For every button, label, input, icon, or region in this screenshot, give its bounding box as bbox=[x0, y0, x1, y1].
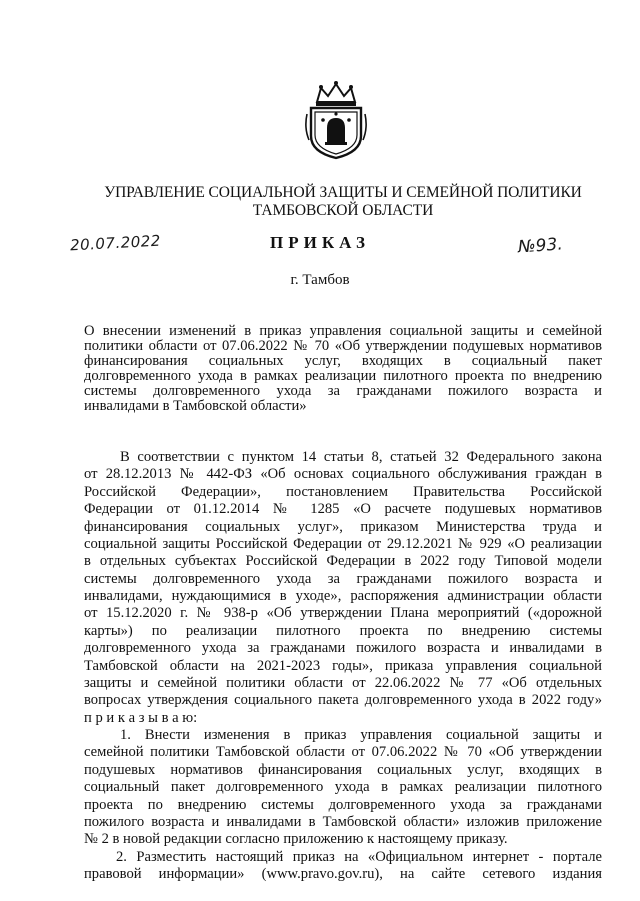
subject-line: О внесении изменений в приказ управления социальной защиты и семейной bbox=[84, 323, 602, 339]
body-line: правовой информации» (www.pravo.gov.ru), на сайте сетевого издания bbox=[84, 866, 602, 882]
body-line: системы долговременного ухода за гражданами пожилого возраста и bbox=[84, 571, 602, 587]
body-line: долговременного ухода за гражданами пожилого возраста и инвалидами в bbox=[84, 640, 602, 656]
body-line: карты») по реализации пилотного проекта по внедрению системы bbox=[84, 623, 602, 639]
body-line: Российской Федерации», постановлением Правительства Российской bbox=[84, 484, 602, 500]
tambov-coat-of-arms-icon bbox=[303, 80, 369, 160]
body-line: социальный пакет долговременного ухода в рамках реализации пилотного bbox=[84, 779, 602, 795]
body-line: Тамбовской области на 2021-2023 годы», приказа управления социальной bbox=[84, 658, 602, 674]
body-line: проекта по внедрению системы долговременного ухода за гражданами bbox=[84, 797, 602, 813]
body-line: финансирования социальных услуг», приказом Министерства труда и bbox=[84, 519, 602, 535]
body-line: Федерации от 01.12.2014 № 1285 «О расчете подушевых нормативов bbox=[84, 501, 602, 517]
document-title: ПРИКАЗ bbox=[270, 233, 370, 252]
body-line: от 28.12.2013 № 442-ФЗ «Об основах социального обслуживания граждан в bbox=[84, 466, 602, 482]
body-line: пожилого возраста и инвалидами в Тамбовской области» изложив приложение bbox=[84, 814, 602, 830]
city-line: г. Тамбов bbox=[290, 272, 350, 288]
body-line: защиты и семейной политики области от 22.06.2022 № 77 «Об отдельных bbox=[84, 675, 602, 691]
body-line: в отдельных субъектах Российской Федерации в 2022 году Типовой модели bbox=[84, 553, 602, 569]
subject-line: финансирования социальных услуг, входящих в социальный пакет bbox=[84, 353, 602, 369]
body-line: 1. Внести изменения в приказ управления социальной защиты и bbox=[120, 727, 602, 743]
body-line: 2. Разместить настоящий приказ на «Официальном интернет - портале bbox=[116, 849, 602, 865]
subject-line: долговременного ухода в рамках реализации пилотного проекта по внедрению bbox=[84, 368, 602, 384]
handwritten-order-number: №93. bbox=[517, 234, 564, 258]
body-line: подушевых нормативов финансирования социальных услуг, входящих в bbox=[84, 762, 602, 778]
body-line: социальной защиты Российской Федерации от 29.12.2021 № 929 «О реализации bbox=[84, 536, 602, 552]
body-line: семейной политики Тамбовской области от 07.06.2022 № 70 «Об утверждении bbox=[84, 744, 602, 760]
subject-line: политики области от 07.06.2022 № 70 «Об утверждении подушевых нормативов bbox=[84, 338, 602, 354]
body-line: № 2 в новой редакции согласно приложению к настоящему приказу. bbox=[84, 831, 508, 847]
body-line: от 15.12.2020 г. № 938-р «Об утверждении Плана мероприятий («дорожной bbox=[84, 605, 602, 621]
body-line: инвалидами, нуждающимися в уходе», распоряжения администрации области bbox=[84, 588, 602, 604]
body-line: В соответствии с пунктом 14 статьи 8, статьей 32 Федерального закона bbox=[120, 449, 602, 465]
body-line: вопросах утверждения социального пакета долговременного ухода в 2022 году» bbox=[84, 692, 602, 708]
organization-name-line1: УПРАВЛЕНИЕ СОЦИАЛЬНОЙ ЗАЩИТЫ И СЕМЕЙНОЙ ПОЛИТИКИ bbox=[104, 184, 582, 201]
organization-name-line2: ТАМБОВСКОЙ ОБЛАСТИ bbox=[252, 202, 434, 219]
subject-line: инвалидами в Тамбовской области» bbox=[84, 398, 307, 414]
handwritten-date: 20.07.2022 bbox=[69, 231, 162, 255]
order-verb: п р и к а з ы в а ю: bbox=[84, 710, 198, 726]
subject-line: системы долговременного ухода за гражданами пожилого возраста и bbox=[84, 383, 602, 399]
